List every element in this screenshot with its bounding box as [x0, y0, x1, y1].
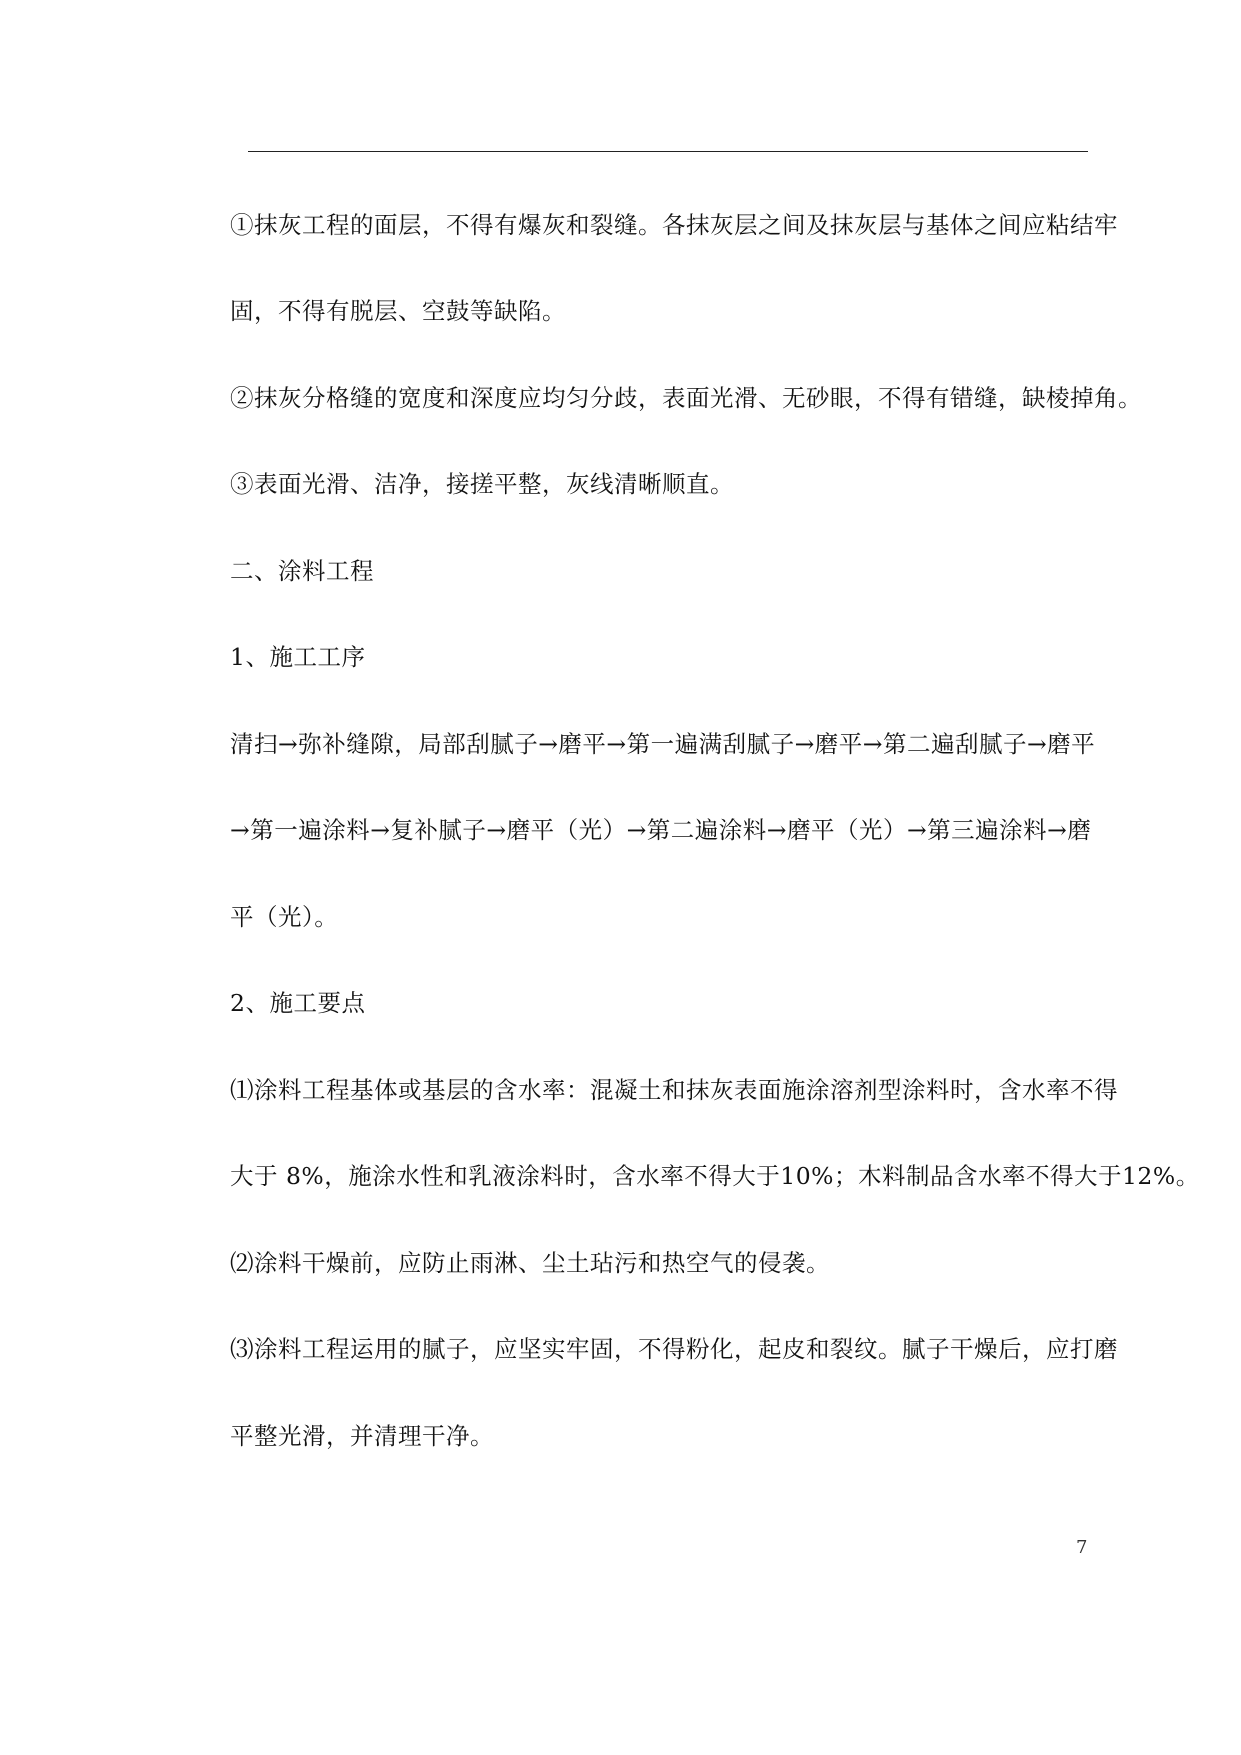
text-line-2: 固，不得有脱层、空鼓等缺陷。 [230, 297, 566, 325]
subsection-heading-1: 1、施工工序 [230, 643, 366, 671]
header-rule [248, 151, 1088, 152]
text-line-11: ⑴涂料工程基体或基层的含水率：混凝土和抹灰表面施涂溶剂型涂料时，含水率不得 [230, 1076, 1118, 1104]
text-line-7: 清扫→弥补缝隙，局部刮腻子→磨平→第一遍满刮腻子→磨平→第二遍刮腻子→磨平 [230, 730, 1096, 758]
page-number: 7 [1076, 1537, 1088, 1558]
text-line-8: →第一遍涂料→复补腻子→磨平（光）→第二遍涂料→磨平（光）→第三遍涂料→磨 [230, 816, 1092, 844]
text-line-1: ①抹灰工程的面层，不得有爆灰和裂缝。各抹灰层之间及抹灰层与基体之间应粘结牢 [230, 211, 1118, 239]
text-line-15: 平整光滑，并清理干净。 [230, 1422, 494, 1450]
text-line-13: ⑵涂料干燥前，应防止雨淋、尘土玷污和热空气的侵袭。 [230, 1249, 830, 1277]
subsection-heading-2: 2、施工要点 [230, 989, 366, 1017]
text-line-14: ⑶涂料工程运用的腻子，应坚实牢固，不得粉化，起皮和裂纹。腻子干燥后，应打磨 [230, 1335, 1118, 1363]
text-line-9: 平（光）。 [230, 903, 339, 931]
text-line-4: ③表面光滑、洁净，接搓平整，灰线清晰顺直。 [230, 470, 734, 498]
text-line-12: 大于 8%，施涂水性和乳液涂料时，含水率不得大于10%；木料制品含水率不得大于12%。 [230, 1162, 1200, 1190]
text-line-3: ②抹灰分格缝的宽度和深度应均匀分歧，表面光滑、无砂眼，不得有错缝，缺棱掉角。 [230, 384, 1142, 412]
section-heading: 二、涂料工程 [230, 557, 374, 585]
